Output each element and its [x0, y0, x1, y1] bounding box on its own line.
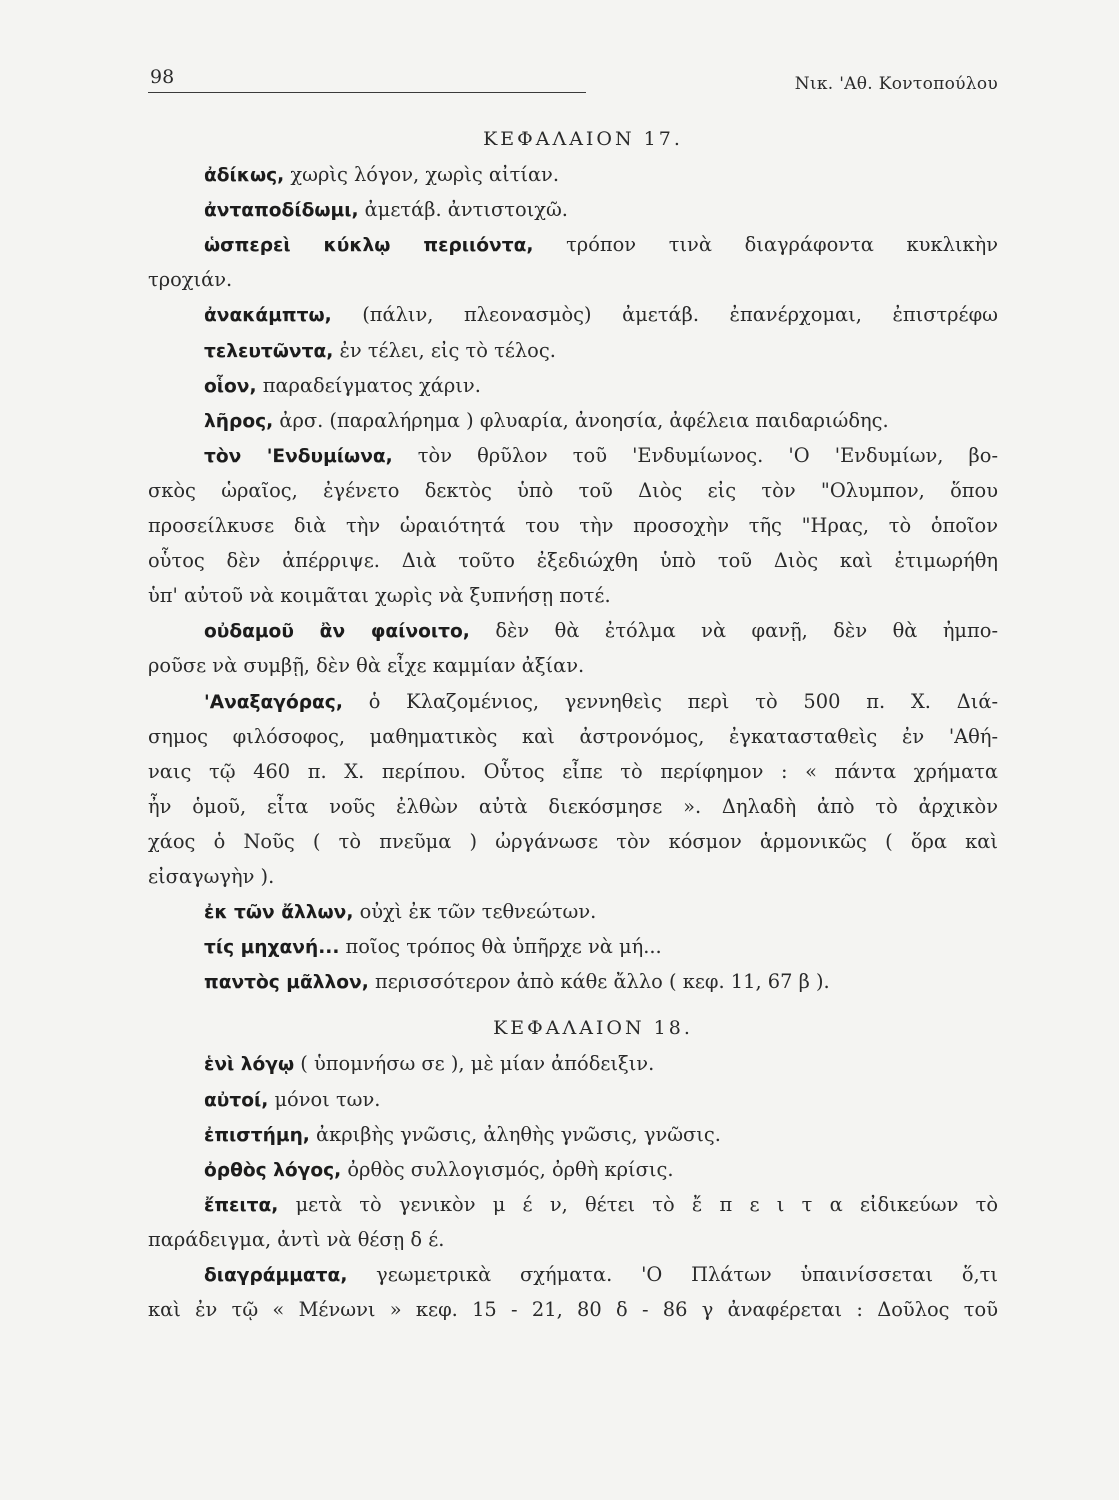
entry-definition: παραδείγματος χάριν.	[256, 373, 481, 397]
glossary-entry	[148, 964, 998, 999]
line-text: ἦν ὁμοῦ, εἶτα νοῦς ἐλθὼν αὐτὰ διεκόσμησε ». Δηλαδὴ ἀπὸ τὸ ἀρχικὸν	[148, 794, 998, 818]
entry-term: ὡσπερεὶ κύκλῳ περιιόντα,	[204, 235, 534, 257]
page-number: 98	[150, 66, 175, 88]
entry-definition: ἀμετάβ. ἀντιστοιχῶ.	[358, 198, 568, 222]
glossary-entry	[148, 894, 998, 929]
entry-definition: ποῖος τρόπος θὰ ὑπῆρχε νὰ μή...	[339, 935, 662, 959]
entry-term: ἀνταποδίδωμι,	[204, 200, 359, 222]
line-text: σημος φιλόσοφος, μαθηματικὸς καὶ ἀστρονόμος, ἐγκατασταθεὶς ἐν 'Αθή-	[148, 724, 998, 748]
text-line	[148, 1292, 998, 1327]
entry-term: 'Αναξαγόρας,	[204, 691, 343, 713]
entry-term: ὀρθὸς λόγος,	[204, 1159, 342, 1181]
glossary-entry	[148, 1152, 998, 1187]
text-line	[148, 789, 998, 824]
glossary-entry	[148, 403, 998, 438]
entry-term: τίς μηχανή...	[204, 937, 340, 959]
text-line	[148, 648, 998, 683]
entry-term: τελευτῶντα,	[204, 340, 334, 362]
glossary-entry	[148, 1187, 998, 1222]
entry-term: λῆρος,	[204, 410, 274, 432]
glossary-entry	[148, 157, 998, 192]
entry-term: ἐπιστήμη,	[204, 1124, 310, 1146]
entry-term: αὐτοί,	[204, 1089, 269, 1111]
glossary-entry	[148, 684, 998, 719]
line-text: χάος ὁ Νοῦς ( τὸ πνεῦμα ) ὠργάνωσε τὸν κόσμον ἁρμονικῶς ( ὅρα καὶ	[148, 829, 998, 853]
entry-definition: μετὰ τὸ γενικὸν μ έ ν, θέτει τὸ ἔ π ε ι τ α εἰδικεύων τὸ	[278, 1192, 998, 1216]
line-text: εἰσαγωγὴν ).	[148, 864, 275, 888]
entry-definition: γεωμετρικὰ σχήματα. 'Ο Πλάτων ὑπαινίσσεται ὅ,τι	[347, 1263, 998, 1286]
line-text: προσείλκυσε διὰ τὴν ὡραιότητά του τὴν προσοχὴν τῆς "Ηρας, τὸ ὁποῖον	[148, 514, 998, 538]
running-header	[148, 62, 998, 98]
text-line	[148, 824, 998, 859]
entry-definition: οὐχὶ ἐκ τῶν τεθνεώτων.	[353, 900, 597, 924]
entry-definition: ἀκριβὴς γνῶσις, ἀληθὴς γνῶσις, γνῶσις.	[309, 1122, 721, 1146]
text-line	[148, 473, 998, 508]
entry-term: παντὸς μᾶλλον,	[204, 972, 369, 994]
running-head-author: Νικ. 'Αθ. Κοντοπούλου	[794, 74, 998, 94]
text-line	[148, 543, 998, 578]
entry-definition: ὁ Κλαζομένιος, γεννηθεὶς περὶ τὸ 500 π. Χ. Διά-	[342, 689, 998, 713]
text-line	[148, 578, 998, 613]
text-line	[148, 508, 998, 543]
entry-definition: ἀρσ. (παραλήρημα ) φλυαρία, ἀνοησία, ἀφέλεια παιδαριώδης.	[273, 408, 889, 432]
text-line	[148, 1222, 998, 1257]
entry-definition: ἐν τέλει, εἰς τὸ τέλος.	[333, 338, 556, 362]
glossary-entry	[148, 297, 998, 332]
entry-term: οὐδαμοῦ ἂν φαίνοιτο,	[204, 621, 470, 643]
line-text: σκὸς ὡραῖος, ἐγένετο δεκτὸς ὑπὸ τοῦ Διὸς εἰς τὸν "Ολυμπον, ὅπου	[148, 478, 998, 502]
entry-term: ἑνὶ λόγῳ	[204, 1054, 295, 1076]
entry-definition: περισσότερον ἀπὸ κάθε ἄλλο ( κεφ. 11, 67 β ).	[368, 970, 830, 994]
glossary-entry	[148, 333, 998, 368]
entry-term: διαγράμματα,	[204, 1265, 348, 1286]
line-text: ροῦσε νὰ συμβῇ, δὲν θὰ εἶχε καμμίαν ἀξίαν.	[148, 654, 585, 678]
entry-definition: (πάλιν, πλεονασμὸς) ἀμετάβ. ἐπανέρχομαι, ἐπιστρέφω	[331, 303, 998, 327]
glossary-entry	[148, 227, 998, 262]
entry-term: ἀδίκως,	[204, 165, 285, 187]
entry-definition: ( ὑπομνήσω σε ), μὲ μίαν ἀπόδειξιν.	[294, 1052, 655, 1076]
text-line	[148, 262, 998, 297]
entry-definition: τρόπον τινὰ διαγράφοντα κυκλικὴν	[533, 233, 998, 257]
section-gap	[148, 999, 998, 1011]
chapter-heading: ΚΕΦΑΛΑΙΟΝ 17.	[483, 128, 683, 150]
line-text: ὑπ' αὐτοῦ νὰ κοιμᾶται χωρὶς νὰ ξυπνήσῃ ποτέ.	[148, 584, 611, 608]
entry-definition: μόνοι των.	[268, 1087, 381, 1111]
glossary-entry	[148, 1257, 998, 1292]
entry-term: ἀνακάμπτω,	[204, 305, 332, 327]
entry-term: οἷον,	[204, 375, 257, 397]
line-text: καὶ ἐν τῷ « Μένωνι » κεφ. 15 - 21, 80 δ - 86 γ ἀναφέρεται : Δοῦλος τοῦ	[148, 1298, 998, 1322]
glossary-entry	[148, 368, 998, 403]
glossary-entry	[148, 1046, 998, 1081]
glossary-entry	[148, 438, 998, 473]
entry-definition: δὲν θὰ ἐτόλμα νὰ φανῇ, δὲν θὰ ἠμπο-	[469, 619, 998, 643]
entry-term: ἐκ τῶν ἄλλων,	[204, 902, 354, 924]
glossary-entry	[148, 613, 998, 648]
line-text: τροχιάν.	[148, 268, 233, 292]
entry-term: ἔπειτα,	[204, 1194, 279, 1216]
glossary-entry	[148, 192, 998, 227]
glossary-entry	[148, 929, 998, 964]
entry-term: τὸν 'Ενδυμίωνα,	[204, 445, 393, 467]
entry-definition: ὀρθὸς συλλογισμός, ὀρθὴ κρίσις.	[341, 1157, 674, 1181]
line-text: ναις τῷ 460 π. Χ. περίπου. Οὗτος εἶπε τὸ περίφημον : « πάντα χρήματα	[148, 759, 998, 783]
text-line	[148, 859, 998, 894]
text-line	[148, 754, 998, 789]
chapter-heading: ΚΕΦΑΛΑΙΟΝ 18.	[493, 1017, 693, 1040]
line-text: παράδειγμα, ἀντὶ νὰ θέσῃ δ έ.	[148, 1227, 445, 1251]
entry-definition: χωρὶς λόγον, χωρὶς αἰτίαν.	[284, 163, 560, 187]
glossary-entry	[148, 1117, 998, 1152]
text-line	[148, 719, 998, 754]
glossary-entry	[148, 1082, 998, 1117]
header-rule	[148, 92, 586, 93]
page-body	[148, 122, 998, 1327]
line-text: οὗτος δὲν ἀπέρριψε. Διὰ τοῦτο ἐξεδιώχθη ὑπὸ τοῦ Διὸς καὶ ἐτιμωρήθη	[148, 549, 998, 573]
entry-definition: τὸν θρῦλον τοῦ 'Ενδυμίωνος. 'Ο 'Ενδυμίων, βο-	[392, 443, 998, 467]
